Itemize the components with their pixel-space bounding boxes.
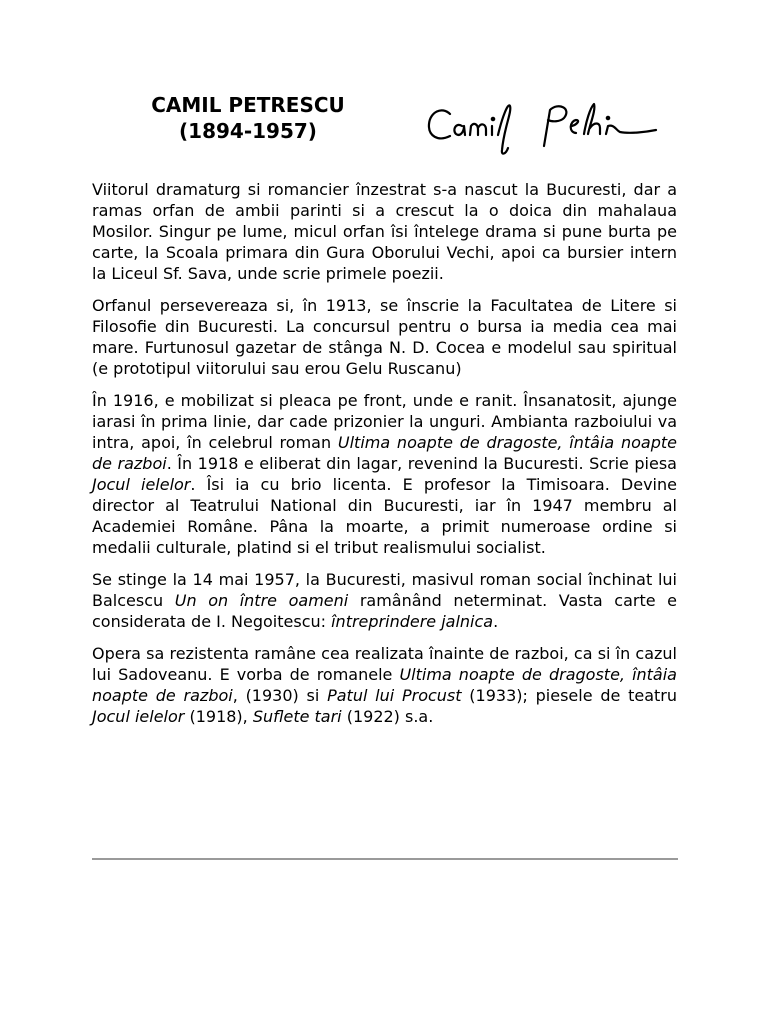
paragraph-text: ramânând neterminat. Vasta carte e considerata de I. Negoitescu: bbox=[92, 591, 678, 631]
author-name: CAMIL PETRESCU bbox=[151, 93, 345, 117]
paragraph bbox=[92, 179, 677, 284]
paragraph bbox=[92, 643, 677, 727]
paragraph bbox=[92, 569, 677, 632]
paragraph bbox=[92, 390, 677, 558]
paragraph-text: Se stinge la 14 mai 1957, la Bucuresti, masivul roman social închinat lui Balcescu bbox=[92, 570, 677, 610]
page-title bbox=[118, 92, 378, 144]
italic-title-text: Jocul ielelor bbox=[92, 475, 191, 494]
bottom-divider bbox=[92, 858, 678, 860]
paragraph-text: În 1916, e mobilizat si pleaca pe front, unde e ranit. Însanatosit, ajunge iarasi în prima linie, dar cade prizonier la unguri. Ambianta razboiului va intra, apoi, în celebrul roman bbox=[92, 391, 677, 452]
paragraph-text: . bbox=[493, 612, 499, 631]
italic-title-text: Ultima noapte de dragoste, întâia noapte de razboi bbox=[92, 665, 677, 705]
handwritten-signature-icon bbox=[424, 88, 664, 158]
paragraph-text: . În 1918 e eliberat din lagar, revenind la Bucuresti. Scrie piesa bbox=[166, 454, 677, 473]
biography-text bbox=[92, 179, 677, 738]
paragraph-text: (1922) s.a. bbox=[341, 707, 434, 726]
paragraph-text: (1933); piesele de teatru bbox=[461, 686, 678, 705]
italic-title-text: Suflete tari bbox=[252, 707, 342, 726]
paragraph bbox=[92, 295, 677, 379]
paragraph-text: Orfanul persevereaza si, în 1913, se înscrie la Facultatea de Litere si Filosofie din Bucuresti. La concursul pentru o bursa ia media cea mai mare. Furtunosul gazetar de stânga N. D. Cocea e modelul sau spiritual (e prototipul viitorului sau erou Gelu Ruscanu) bbox=[92, 296, 677, 378]
paragraph-text: . Îsi ia cu brio licenta. E profesor la Timisoara. Devine director al Teatrului National din Bucuresti, iar în 1947 membru al Academiei Române. Pâna la moarte, a primit numeroase ordine si medalii culturale, platind si el tribut realismului socialist. bbox=[92, 475, 677, 557]
italic-title-text: întreprindere jalnica bbox=[331, 612, 494, 631]
author-years: (1894-1957) bbox=[179, 119, 317, 143]
paragraph-text: Viitorul dramaturg si romancier înzestrat s-a nascut la Bucuresti, dar a ramas orfan de ambii parinti si a crescut la o doica din mahalaua Mosilor. Singur pe lume, micul orfan îsi întelege drama si pune burta pe carte, la Scoala primara din Gura Oborului Vechi, apoi ca bursier intern la Liceul Sf. Sava, unde scrie primele poezii. bbox=[92, 180, 677, 283]
paragraph-text: Opera sa rezistenta ramâne cea realizata înainte de razboi, ca si în cazul lui Sadoveanu. E vorba de romanele bbox=[92, 644, 677, 684]
italic-title-text: Un on între oameni bbox=[174, 591, 349, 610]
paragraph-text: , (1930) si bbox=[232, 686, 328, 705]
italic-title-text: Patul lui Procust bbox=[327, 686, 462, 705]
italic-title-text: Ultima noapte de dragoste, întâia noapte de razboi bbox=[92, 433, 677, 473]
paragraph-text: (1918), bbox=[184, 707, 253, 726]
italic-title-text: Jocul ielelor bbox=[92, 707, 185, 726]
